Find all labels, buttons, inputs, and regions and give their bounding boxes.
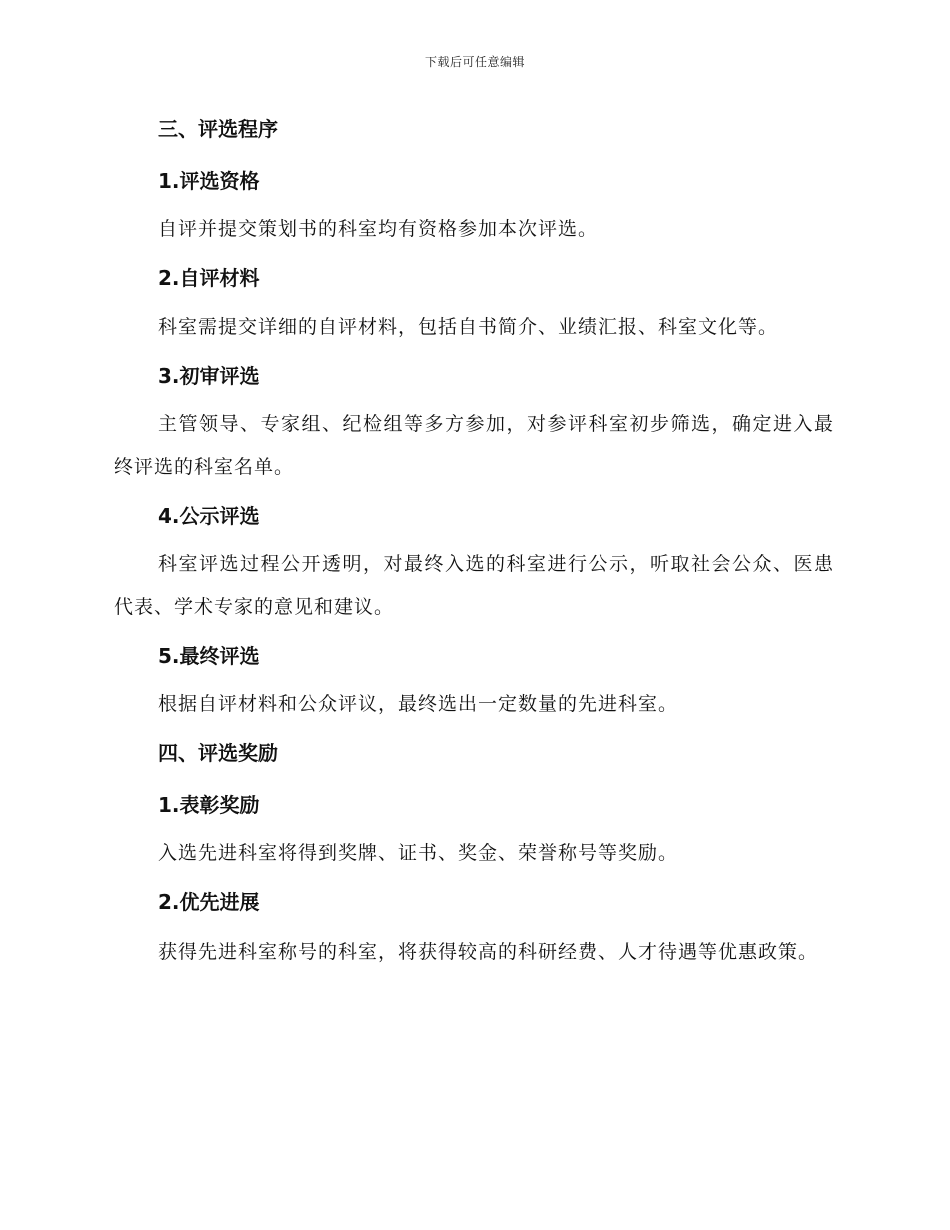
item-heading-eligibility: 1.评选资格 — [158, 169, 260, 193]
item-heading-priority-development: 2.优先进展 — [158, 890, 260, 914]
item-heading-final-selection: 5.最终评选 — [158, 644, 260, 668]
item-heading-commendation: 1.表彰奖励 — [158, 793, 260, 817]
item-heading-self-assessment: 2.自评材料 — [158, 266, 260, 290]
item-body-priority-development: 获得先进科室称号的科室，将获得较高的科研经费、人才待遇等优惠政策。 — [158, 941, 819, 963]
item-heading-public-review: 4.公示评选 — [158, 504, 260, 528]
page-header: 下载后可任意编辑 — [424, 55, 525, 69]
item-heading-preliminary-review: 3.初审评选 — [158, 364, 260, 388]
item-body-commendation: 入选先进科室将得到奖牌、证书、奖金、荣誉称号等奖励。 — [158, 842, 679, 864]
item-body-preliminary-review: 主管领导、专家组、纪检组等多方参加，对参评科室初步筛选，确定进入最终评选的科室名单。 — [114, 413, 834, 478]
item-body-final-selection: 根据自评材料和公众评议，最终选出一定数量的先进科室。 — [158, 693, 679, 715]
document-body — [114, 108, 834, 974]
item-body-self-assessment: 科室需提交详细的自评材料，包括自书简介、业绩汇报、科室文化等。 — [158, 316, 779, 338]
item-body-eligibility: 自评并提交策划书的科室均有资格参加本次评选。 — [158, 218, 599, 240]
item-body-public-review: 科室评选过程公开透明，对最终入选的科室进行公示，听取社会公众、医患代表、学术专家的意见和建议。 — [114, 553, 834, 618]
section-heading-procedure: 三、评选程序 — [158, 117, 278, 141]
section-heading-rewards: 四、评选奖励 — [158, 741, 278, 765]
